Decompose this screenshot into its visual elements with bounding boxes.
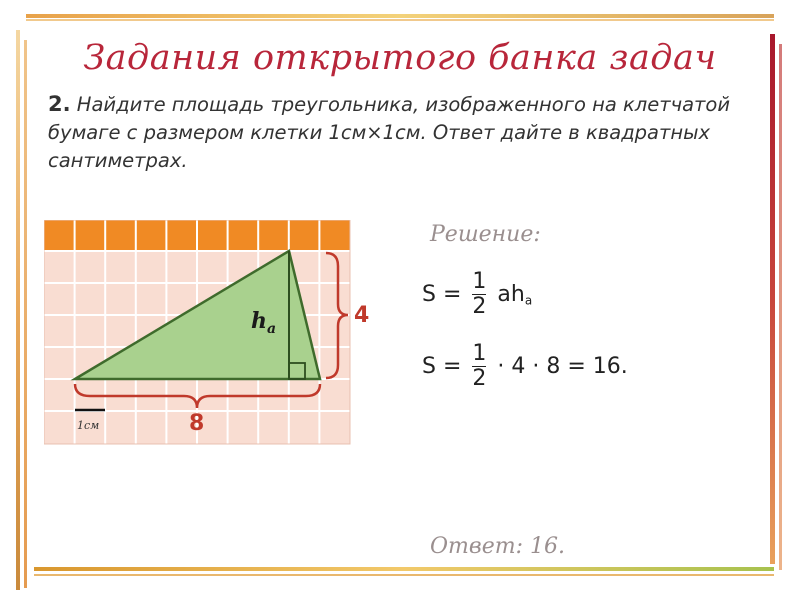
formula1-eq: = <box>442 282 462 307</box>
formula2-eq: = <box>442 354 462 379</box>
formula2-rest: · 4 · 8 = 16. <box>497 354 628 379</box>
answer-text: Ответ: 16. <box>430 534 565 559</box>
frame-top-line-thin <box>26 19 774 21</box>
formula1-rest: ah <box>497 282 525 307</box>
formula1-fraction <box>472 270 486 319</box>
triangle-diagram <box>44 220 404 454</box>
area-formula <box>422 270 532 319</box>
solution-label: Решение: <box>430 222 541 247</box>
formula1-lhs: S <box>422 282 436 307</box>
slide-title: Задания открытого банка задач <box>83 38 717 78</box>
formula1-denominator: 2 <box>472 294 487 319</box>
scale-label: 1см <box>77 419 100 432</box>
problem-statement <box>48 90 768 175</box>
frame-top-line <box>26 14 774 18</box>
grid-paper <box>44 220 404 450</box>
problem-text: Найдите площадь треугольника, изображенного на клетчатой бумаге с размером клетки 1см×1см. Ответ дайте в квадратных сантиметрах. <box>48 93 730 172</box>
formula2-numerator: 1 <box>472 341 487 366</box>
height-value-label: 4 <box>354 303 370 328</box>
frame-right-line <box>770 34 775 564</box>
formula1-numerator: 1 <box>472 269 487 294</box>
problem-number: 2. <box>48 92 71 116</box>
formula1-subscript: a <box>524 293 533 308</box>
formula2-lhs: S <box>422 354 436 379</box>
base-value-label: 8 <box>189 411 205 436</box>
formula2-fraction <box>472 342 486 391</box>
frame-right-line-thin <box>779 44 782 570</box>
frame-bottom-line-thin <box>34 574 774 576</box>
area-calculation <box>422 342 628 391</box>
frame-left-line-thin <box>24 40 27 588</box>
frame-left-line <box>16 30 20 590</box>
height-label: $h_a$ <box>251 308 277 337</box>
frame-bottom-line <box>34 567 774 571</box>
formula2-denominator: 2 <box>472 366 487 391</box>
